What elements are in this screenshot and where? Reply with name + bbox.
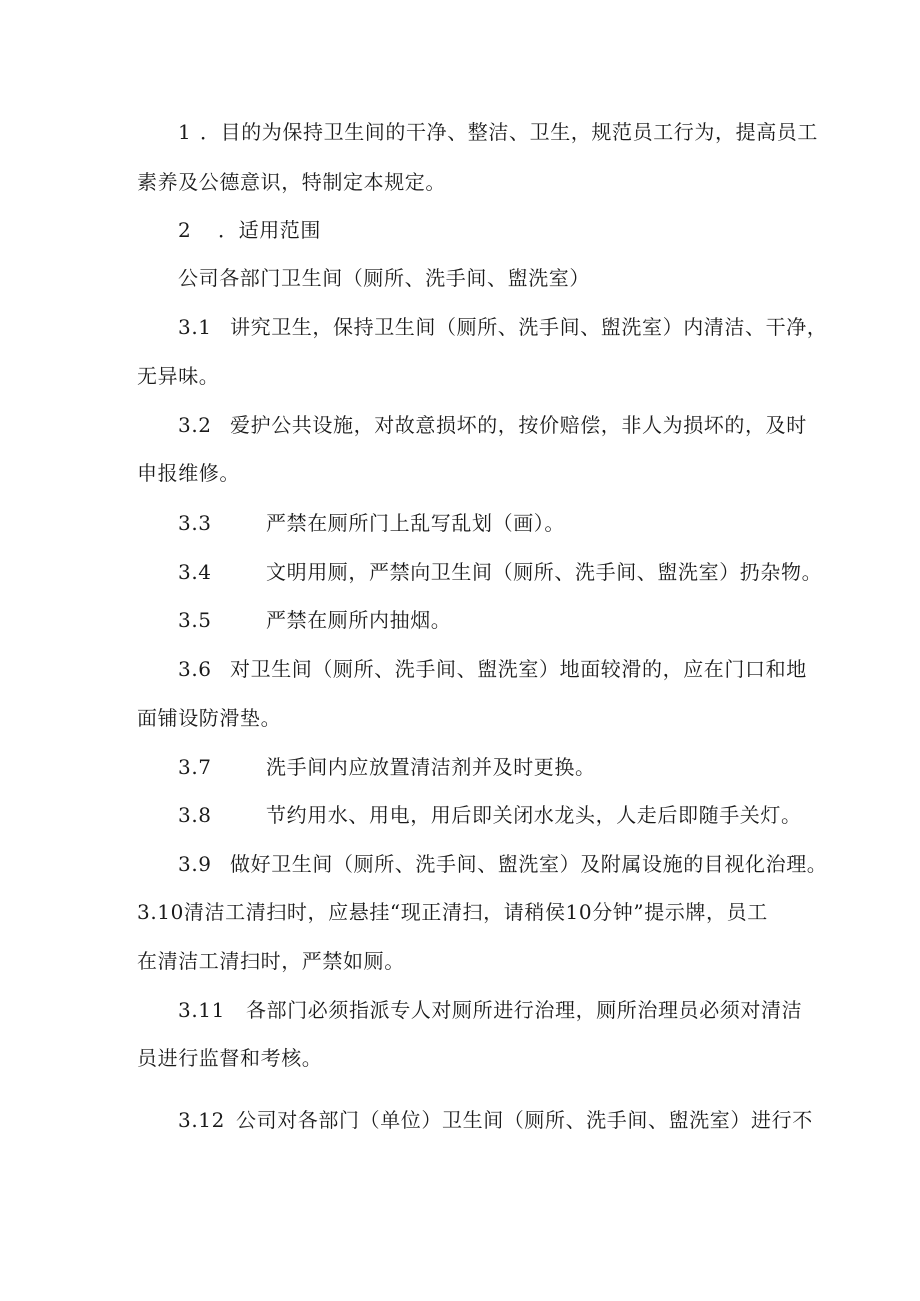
clause-3-10-line-2: 在清洁工清扫时，严禁如厕。 [137,949,405,973]
clause-3-9-number: 3.9 [178,852,212,876]
clause-3-6-number: 3.6 [178,657,212,681]
clause-3-6-line-1 [178,657,807,681]
clause-3-4-text: 文明用厕，严禁向卫生间（厕所、洗手间、盥洗室）扔杂物。 [266,560,823,584]
paragraph-2 [178,218,321,242]
clause-3-5 [178,608,451,632]
paragraph-2-number: 2 [178,218,192,242]
clause-3-6-line-2: 面铺设防滑垫。 [137,706,282,730]
clause-3-8-number: 3.8 [178,803,212,827]
clause-3-5-number: 3.5 [178,608,212,632]
clause-3-12 [178,1108,813,1132]
clause-3-7 [178,755,596,779]
clause-3-7-text: 洗手间内应放置清洁剂并及时更换。 [266,755,596,779]
clause-3-1-text: 讲究卫生，保持卫生间（厕所、洗手间、盥洗室）内清洁、干净， [230,315,828,339]
clause-3-3-number: 3.3 [178,511,212,535]
clause-3-11-line-1 [178,998,802,1022]
clause-3-2-text: 爱护公共设施，对故意损坏的，按价赔偿，非人为损坏的，及时 [230,413,807,437]
clause-3-2-number: 3.2 [178,413,212,437]
clause-3-1-line-1 [178,315,827,339]
scope-text: 公司各部门卫生间（厕所、洗手间、盥洗室） [178,266,590,290]
clause-3-7-number: 3.7 [178,755,212,779]
clause-3-3-text: 严禁在厕所门上乱写乱划（画）。 [266,511,565,535]
clause-3-3 [178,511,565,535]
clause-3-2-line-1 [178,413,807,437]
paragraph-1-text: ．目的为保持卫生间的干净、整洁、卫生，规范员工行为，提高员工 [200,120,818,144]
clause-3-1-line-2: 无异味。 [137,364,220,388]
clause-3-12-text: 公司对各部门（单位）卫生间（厕所、洗手间、盥洗室）进行不 [236,1108,813,1132]
paragraph-1-number: 1 [178,120,192,144]
clause-3-4-number: 3.4 [178,560,212,584]
clause-3-2-line-2: 申报维修。 [137,461,240,485]
clause-3-10-line-1: 3.10清洁工清扫时，应悬挂“现正清扫，请稍侯10分钟”提示牌，员工 [137,900,768,924]
clause-3-5-text: 严禁在厕所内抽烟。 [266,608,452,632]
clause-3-8-text: 节约用水、用电，用后即关闭水龙头，人走后即随手关灯。 [266,803,802,827]
clause-3-9-text: 做好卫生间（厕所、洗手间、盥洗室）及附属设施的目视化治理。 [230,852,828,876]
clause-3-8 [178,803,802,827]
clause-3-11-text: 各部门必须指派专人对厕所进行治理，厕所治理员必须对清洁 [246,998,803,1022]
paragraph-1-line-2: 素养及公德意识，特制定本规定。 [137,170,446,194]
clause-3-6-text: 对卫生间（厕所、洗手间、盥洗室）地面较滑的，应在门口和地 [230,657,807,681]
paragraph-2-text: ．适用范围 [218,218,321,242]
clause-3-11-number: 3.11 [178,998,225,1022]
clause-3-4 [178,560,822,584]
paragraph-1-line-1 [178,120,818,144]
clause-3-9 [178,852,827,876]
clause-3-11-line-2: 员进行监督和考核。 [137,1046,323,1070]
clause-3-12-number: 3.12 [178,1108,225,1132]
clause-3-1-number: 3.1 [178,315,212,339]
